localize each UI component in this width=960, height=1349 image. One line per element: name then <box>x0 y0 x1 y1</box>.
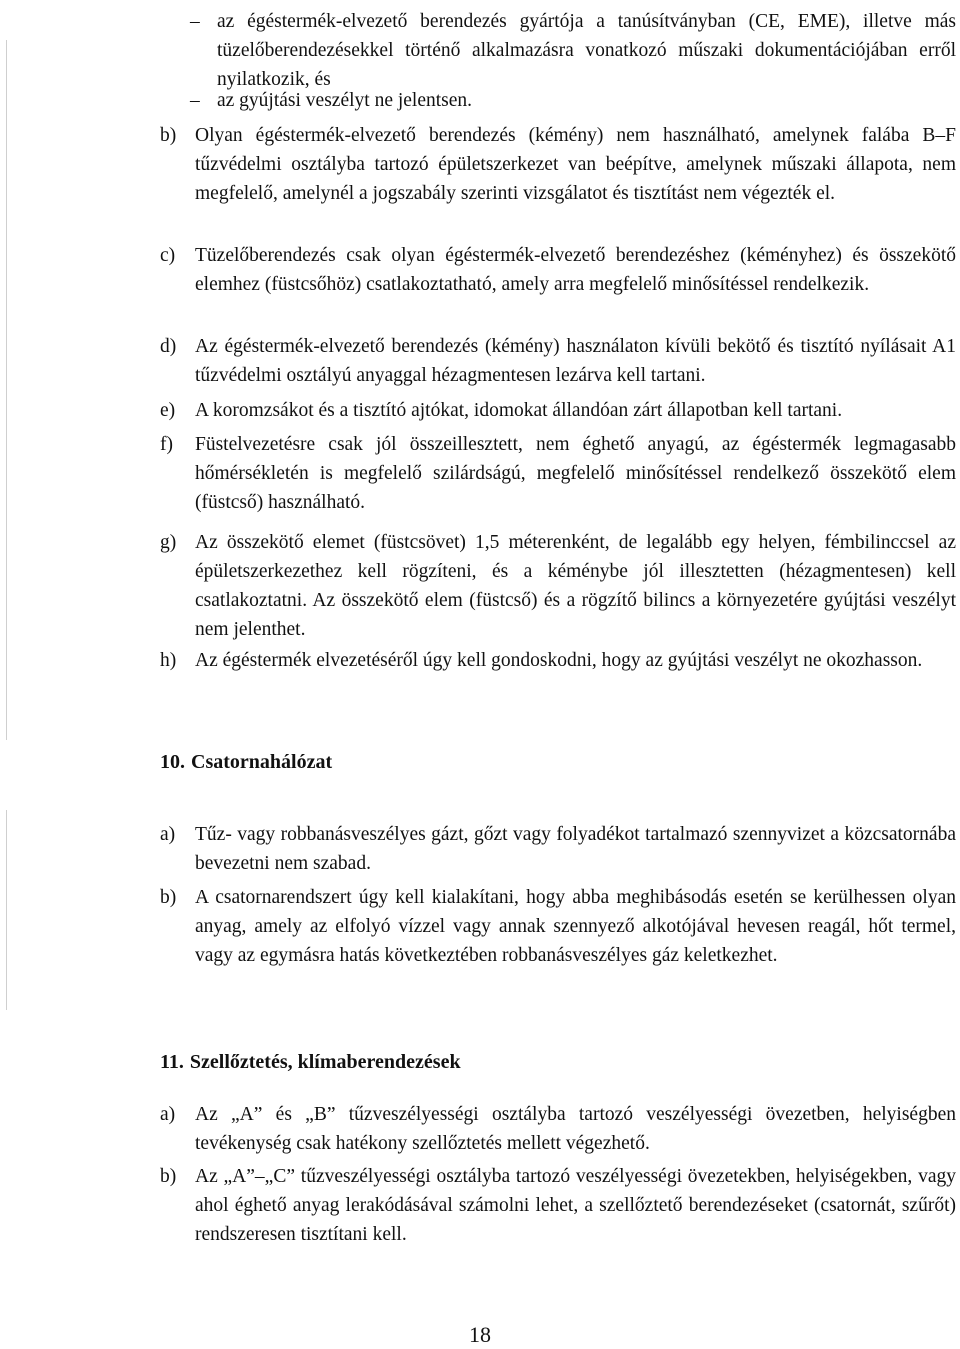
item-label: d) <box>160 336 177 357</box>
item-text: A koromzsákot és a tisztító ajtókat, idomokat állandóan zárt állapotban kell tartani. <box>195 400 843 421</box>
item-label: e) <box>160 400 176 421</box>
item-label: b) <box>160 125 177 146</box>
item-label: g) <box>160 532 177 553</box>
item-text: Az összekötő elemet (füstcsövet) 1,5 méterenként, de legalább egy helyen, fémbilinccsel az épületszerkezethez kell rögzíteni, és a kéménybe jól illesztetten (hézagmentesen) kell csatlakoztatni. Az összekötő elem (füstcső) és a rögzítő bilincs a környezetére gyújtási veszélyt nem jelenthet. <box>195 532 956 640</box>
dash-marker: – <box>190 90 200 111</box>
list-item <box>160 332 956 390</box>
item-label: h) <box>160 650 177 671</box>
item-text: Az „A”–„C” tűzveszélyességi osztályba tartozó veszélyességi övezetekben, helyiségekben, vagy ahol éghető anyag lerakódásával számolni lehet, a szellőztető berendezéseket (csatornát, szűrőt) rendszeresen tisztítani kell. <box>195 1166 956 1245</box>
list-item <box>160 1162 956 1249</box>
item-text: Tüzelőberendezés csak olyan égéstermék-elvezető berendezéshez (kéményhez) és összekötő elemhez (füstcsőhöz) csatlakoztatható, amely arra megfelelő minősítéssel rendelkezik. <box>195 245 956 295</box>
list-item <box>160 646 956 675</box>
dash-item <box>190 86 956 115</box>
item-label: b) <box>160 887 177 908</box>
dash-item <box>190 7 956 94</box>
list-item <box>160 883 956 970</box>
item-text: Az égéstermék-elvezető berendezés (kémény) használaton kívüli bekötő és tisztító nyílásait A1 tűzvédelmi osztályú anyaggal hézagmentesen lezárva kell tartani. <box>195 336 956 386</box>
section-heading <box>160 1048 461 1077</box>
page-number: 18 <box>469 1322 491 1347</box>
dash-text: az gyújtási veszélyt ne jelentsen. <box>217 90 473 111</box>
list-item <box>160 121 956 208</box>
item-text: Az „A” és „B” tűzveszélyességi osztályba tartozó veszélyességi övezetben, helyiségben tevékenység csak hatékony szellőztetés mellett végezhető. <box>195 1104 956 1154</box>
list-item <box>160 241 956 299</box>
scan-margin-line <box>6 810 7 1010</box>
item-text: Tűz- vagy robbanásveszélyes gázt, gőzt vagy folyadékot tartalmazó szennyvizet a közcsatornába bevezetni nem szabad. <box>195 824 956 874</box>
item-text: Füstelvezetésre csak jól összeillesztett, nem éghető anyagú, az égéstermék legmagasabb hőmérsékletén is megfelelő szilárdságú, megfelelő minősítéssel rendelkező összekötő elem (füstcső) használható. <box>195 434 956 513</box>
section-heading <box>160 748 332 777</box>
scan-margin-line <box>6 40 7 740</box>
dash-text: az égéstermék-elvezető berendezés gyártója a tanúsítványban (CE, EME), illetve más tüzelőberendezésekkel történő alkalmazásra vonatkozó műszaki dokumentációjában erről nyilatkozik, és <box>217 11 956 90</box>
item-label: a) <box>160 1104 176 1125</box>
item-label: f) <box>160 434 173 455</box>
section-number: 11. <box>160 1051 184 1073</box>
section-title: Csatornahálózat <box>191 751 333 773</box>
list-item <box>160 1100 956 1158</box>
list-item <box>160 820 956 878</box>
section-title: Szellőztetés, klímaberendezések <box>189 1051 461 1073</box>
section-number: 10. <box>160 751 185 773</box>
list-item <box>160 528 956 644</box>
item-text: Olyan égéstermék-elvezető berendezés (kémény) nem használható, amelynek falába B–F tűzvédelmi osztályba tartozó épületszerkezet van beépítve, amelynek műszaki állapota, nem megfelelő, amelynél a jogszabály szerinti vizsgálatot és tisztítást nem végezték el. <box>195 125 956 204</box>
item-label: c) <box>160 245 176 266</box>
list-item <box>160 430 956 517</box>
item-text: A csatornarendszert úgy kell kialakítani, hogy abba meghibásodás esetén se kerülhessen olyan anyag, amely az elfolyó vízzel vagy annak szennyező alkotójával hevesen reagál, hőt termel, vagy az egymásra hatás következtében robbanásveszélyes gáz keletkezhet. <box>195 887 956 966</box>
item-text: Az égéstermék elvezetéséről úgy kell gondoskodni, hogy az gyújtási veszélyt ne okozhasson. <box>195 650 923 671</box>
item-label: a) <box>160 824 176 845</box>
list-item <box>160 396 956 425</box>
item-label: b) <box>160 1166 177 1187</box>
dash-marker: – <box>190 11 200 32</box>
